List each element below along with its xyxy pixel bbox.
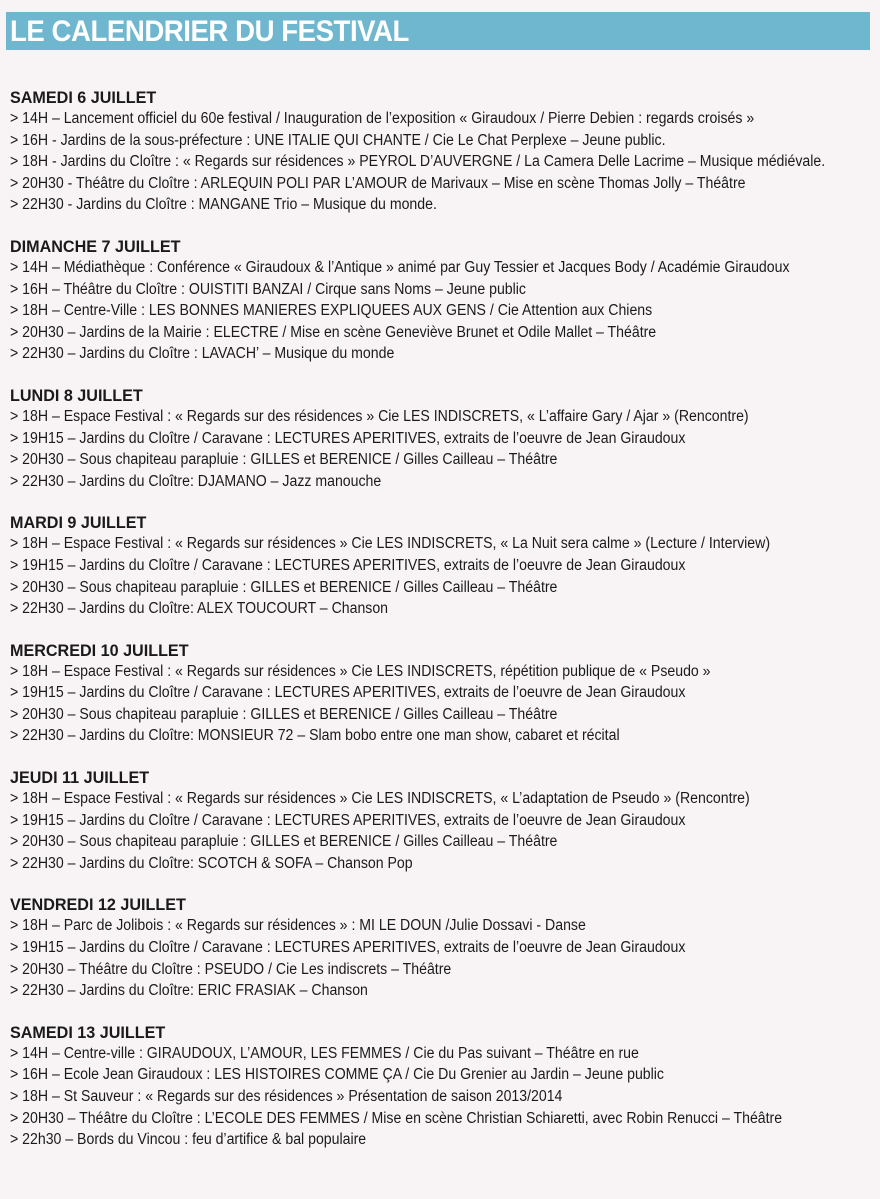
event-line: > 19H15 – Jardins du Cloître / Caravane : LECTURES APERITIVES, extraits de l’oeuvre de Jean Giraudoux xyxy=(10,429,686,447)
event-line: > 18H - Jardins du Cloître : « Regards sur résidences » PEYROL D’AUVERGNE / La Camera Delle Lacrime – Musique médiévale. xyxy=(10,153,826,171)
day-block xyxy=(10,236,876,365)
day-block xyxy=(10,894,876,1001)
day-block xyxy=(10,512,876,619)
title-banner xyxy=(6,12,870,50)
event-line: > 22H30 – Jardins du Cloître: ALEX TOUCOURT – Chanson xyxy=(10,600,389,618)
day-block xyxy=(10,1022,876,1151)
event-line: > 22H30 – Jardins du Cloître: SCOTCH & SOFA – Chanson Pop xyxy=(10,854,413,872)
day-title: MERCREDI 10 JUILLET xyxy=(10,640,189,660)
event-line: > 18H – Espace Festival : « Regards sur des résidences » Cie LES INDISCRETS, « L’affaire Gary / Ajar » (Rencontre) xyxy=(10,407,749,425)
event-line: > 19H15 – Jardins du Cloître / Caravane : LECTURES APERITIVES, extraits de l’oeuvre de Jean Giraudoux xyxy=(10,811,686,829)
festival-schedule xyxy=(10,87,876,1171)
event-line: > 14H – Lancement officiel du 60e festival / Inauguration de l’exposition « Giraudoux / Pierre Debien : regards croisés » xyxy=(10,110,755,127)
event-line: > 18H – Espace Festival : « Regards sur résidences » Cie LES INDISCRETS, « L’adaptation de Pseudo » (Rencontre) xyxy=(10,790,750,808)
day-title: JEUDI 11 JUILLET xyxy=(10,768,150,788)
event-line: > 18H – Espace Festival : « Regards sur résidences » Cie LES INDISCRETS, « La Nuit sera calme » (Lecture / Interview) xyxy=(10,535,771,553)
event-line: > 18H – Parc de Jolibois : « Regards sur résidences » : MI LE DOUN /Julie Dossavi - Danse xyxy=(10,917,586,935)
event-line: > 20H30 – Théâtre du Cloître : L’ECOLE DES FEMMES / Mise en scène Christian Schiaretti, avec Robin Renucci – Théâtre xyxy=(10,1109,783,1127)
event-line: > 19H15 – Jardins du Cloître / Caravane : LECTURES APERITIVES, extraits de l’oeuvre de Jean Giraudoux xyxy=(10,684,686,702)
event-line: > 20H30 – Jardins de la Mairie : ELECTRE / Mise en scène Geneviève Brunet et Odile Mallet – Théâtre xyxy=(10,323,657,341)
event-line: > 22h30 – Bords du Vincou : feu d’artifice & bal populaire xyxy=(10,1131,367,1149)
event-line: > 20H30 – Théâtre du Cloître : PSEUDO / Cie Les indiscrets – Théâtre xyxy=(10,960,452,978)
event-line: > 16H - Jardins de la sous-préfecture : UNE ITALIE QUI CHANTE / Cie Le Chat Perplexe – Jeune public. xyxy=(10,131,666,149)
event-line: > 19H15 – Jardins du Cloître / Caravane : LECTURES APERITIVES, extraits de l’oeuvre de Jean Giraudoux xyxy=(10,556,686,574)
event-line: > 22H30 – Jardins du Cloître: DJAMANO – Jazz manouche xyxy=(10,472,382,490)
page-title: LE CALENDRIER DU FESTIVAL xyxy=(10,15,409,48)
day-title: MARDI 9 JUILLET xyxy=(10,513,147,533)
event-line: > 20H30 – Sous chapiteau parapluie : GILLES et BERENICE / Gilles Cailleau – Théâtre xyxy=(10,833,558,851)
day-title: VENDREDI 12 JUILLET xyxy=(10,895,186,915)
event-line: > 18H – Espace Festival : « Regards sur résidences » Cie LES INDISCRETS, répétition publique de « Pseudo » xyxy=(10,662,711,680)
day-title: SAMEDI 13 JUILLET xyxy=(10,1022,166,1042)
event-line: > 20H30 - Théâtre du Cloître : ARLEQUIN POLI PAR L’AMOUR de Marivaux – Mise en scène Thomas Jolly – Théâtre xyxy=(10,174,746,192)
day-title: SAMEDI 6 JUILLET xyxy=(10,88,157,107)
event-line: > 20H30 – Sous chapiteau parapluie : GILLES et BERENICE / Gilles Cailleau – Théâtre xyxy=(10,578,558,596)
day-block xyxy=(10,640,876,747)
day-block xyxy=(10,767,876,874)
day-title: DIMANCHE 7 JUILLET xyxy=(10,236,181,256)
event-line: > 18H – Centre-Ville : LES BONNES MANIERES EXPLIQUEES AUX GENS / Cie Attention aux Chiens xyxy=(10,302,653,320)
event-line: > 19H15 – Jardins du Cloître / Caravane : LECTURES APERITIVES, extraits de l’oeuvre de Jean Giraudoux xyxy=(10,939,686,957)
event-line: > 22H30 – Jardins du Cloître: ERIC FRASIAK – Chanson xyxy=(10,982,368,1000)
event-line: > 20H30 – Sous chapiteau parapluie : GILLES et BERENICE / Gilles Cailleau – Théâtre xyxy=(10,451,558,469)
event-line: > 16H – Ecole Jean Giraudoux : LES HISTOIRES COMME ÇA / Cie Du Grenier au Jardin – Jeune public xyxy=(10,1066,664,1084)
event-line: > 14H – Médiathèque : Conférence « Giraudoux & l’Antique » animé par Guy Tessier et Jacques Body / Académie Giraudoux xyxy=(10,258,790,276)
event-line: > 20H30 – Sous chapiteau parapluie : GILLES et BERENICE / Gilles Cailleau – Théâtre xyxy=(10,705,558,723)
event-line: > 16H – Théâtre du Cloître : OUISTITI BANZAI / Cirque sans Noms – Jeune public xyxy=(10,280,526,298)
event-line: > 18H – St Sauveur : « Regards sur des résidences » Présentation de saison 2013/2014 xyxy=(10,1088,563,1105)
day-title: LUNDI 8 JUILLET xyxy=(10,385,143,405)
event-line: > 22H30 - Jardins du Cloître : MANGANE Trio – Musique du monde. xyxy=(10,196,437,214)
day-block xyxy=(10,87,876,216)
event-line: > 14H – Centre-ville : GIRAUDOUX, L’AMOUR, LES FEMMES / Cie du Pas suivant – Théâtre en rue xyxy=(10,1044,639,1062)
event-line: > 22H30 – Jardins du Cloître: MONSIEUR 72 – Slam bobo entre one man show, cabaret et récital xyxy=(10,727,620,745)
day-block xyxy=(10,385,876,492)
event-line: > 22H30 – Jardins du Cloître : LAVACH’ – Musique du monde xyxy=(10,345,395,363)
